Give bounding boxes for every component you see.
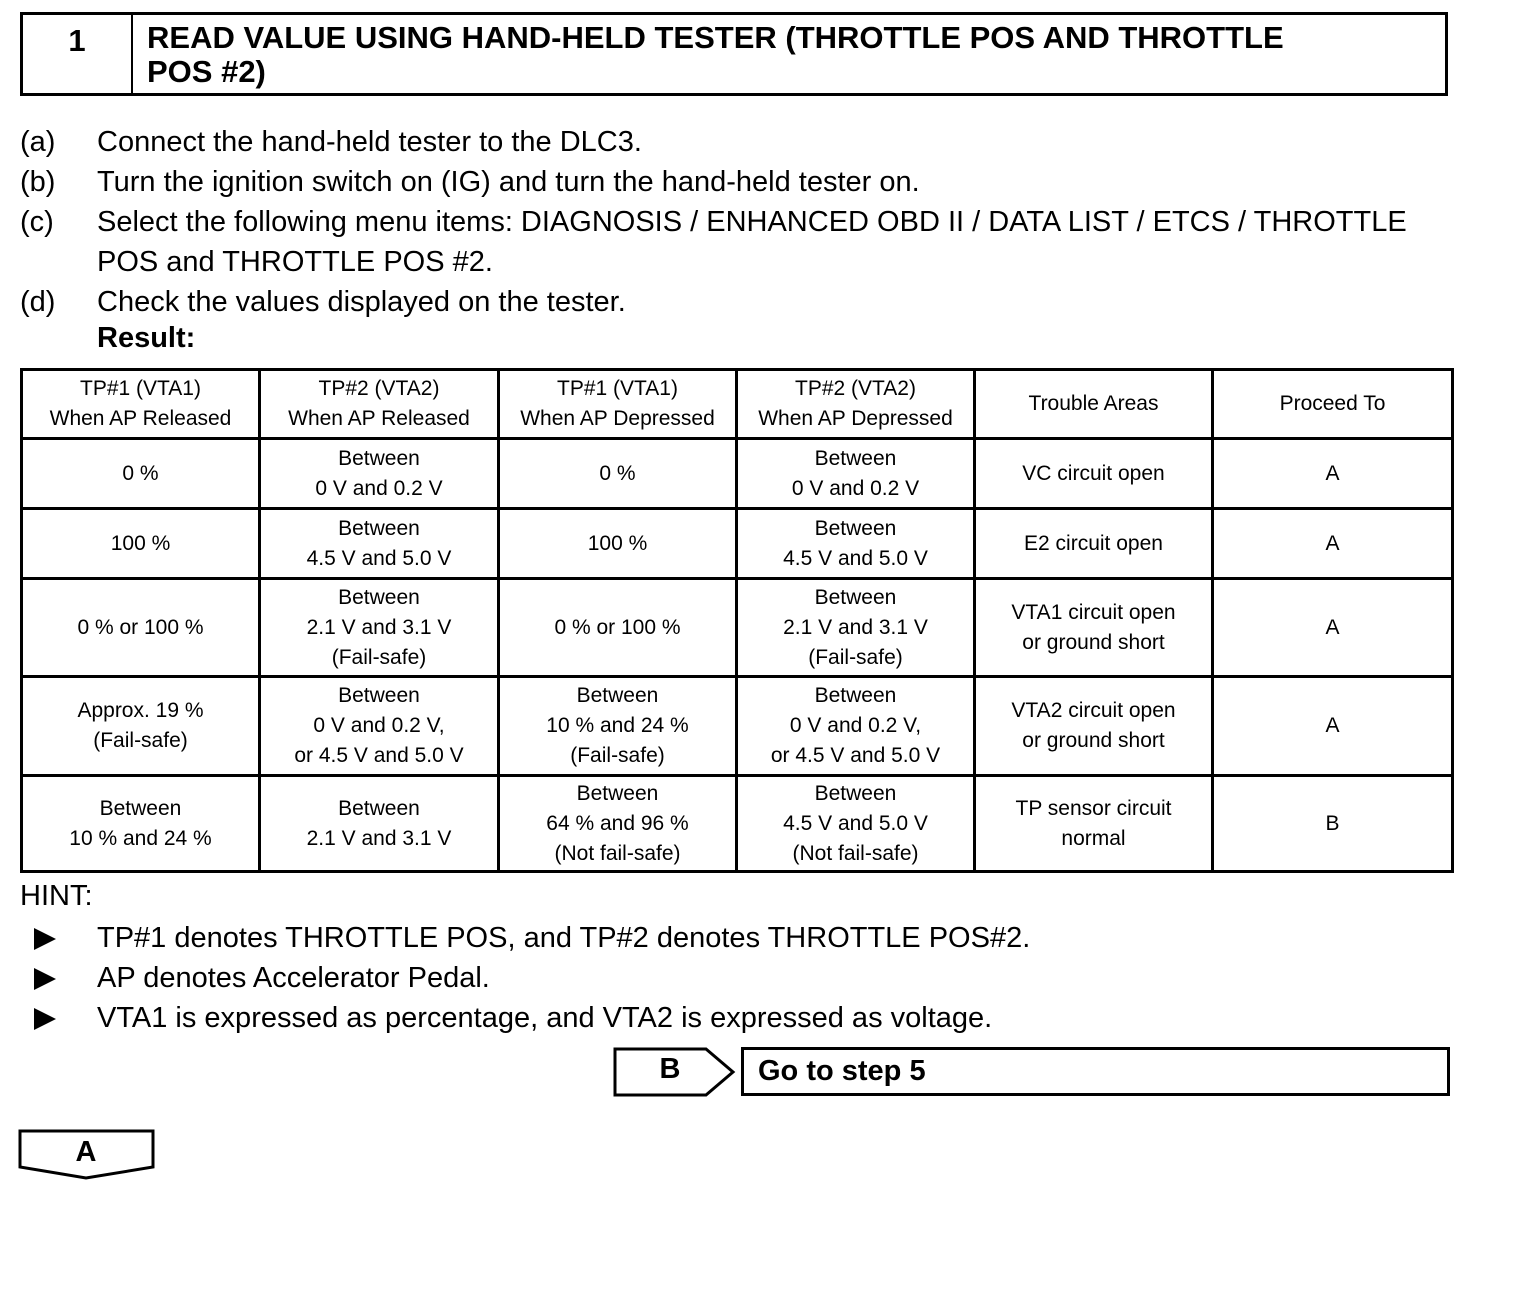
instruction-letter: (d) bbox=[20, 286, 56, 318]
table-row bbox=[22, 776, 1453, 872]
table-cell: B bbox=[1213, 776, 1453, 872]
table-row bbox=[22, 509, 1453, 579]
header-tp1-depressed: TP#1 (VTA1) When AP Depressed bbox=[499, 370, 737, 439]
triangle-bullet-icon bbox=[34, 968, 56, 990]
hint-label: HINT: bbox=[20, 880, 93, 912]
table-row bbox=[22, 439, 1453, 509]
table-cell: Between 10 % and 24 % bbox=[22, 776, 260, 872]
header-proceed-to: Proceed To bbox=[1213, 370, 1453, 439]
instruction-letter: (c) bbox=[20, 206, 54, 238]
table-row bbox=[22, 677, 1453, 776]
table-cell: A bbox=[1213, 677, 1453, 776]
table-cell: 0 % or 100 % bbox=[22, 579, 260, 677]
step-header bbox=[20, 12, 1448, 96]
instruction-text: Connect the hand-held tester to the DLC3. bbox=[97, 126, 642, 158]
instruction-text: Turn the ignition switch on (IG) and turn the hand-held tester on. bbox=[97, 166, 920, 198]
table-cell: 0 % bbox=[499, 439, 737, 509]
table-cell: Between 4.5 V and 5.0 V bbox=[737, 509, 975, 579]
table-cell: A bbox=[1213, 439, 1453, 509]
table-cell: Between 2.1 V and 3.1 V bbox=[260, 776, 499, 872]
triangle-bullet-icon bbox=[34, 928, 56, 950]
instruction-letter: (b) bbox=[20, 166, 56, 198]
instruction-text: Select the following menu items: DIAGNOSIS / ENHANCED OBD II / DATA LIST / ETCS / THROTTLE bbox=[97, 206, 1407, 238]
table-cell: Between 0 V and 0.2 V, or 4.5 V and 5.0 V bbox=[737, 677, 975, 776]
table-cell: E2 circuit open bbox=[975, 509, 1213, 579]
header-trouble-areas: Trouble Areas bbox=[975, 370, 1213, 439]
branch-b-arrow bbox=[612, 1046, 738, 1098]
step-title-line2: POS #2) bbox=[147, 54, 266, 89]
branch-b-label: B bbox=[659, 1053, 681, 1085]
table-cell: Between 4.5 V and 5.0 V bbox=[260, 509, 499, 579]
result-table bbox=[20, 368, 1454, 873]
branch-a-arrow bbox=[18, 1129, 156, 1181]
instruction-c bbox=[20, 202, 1460, 282]
header-tp2-depressed: TP#2 (VTA2) When AP Depressed bbox=[737, 370, 975, 439]
table-cell: Between 2.1 V and 3.1 V (Fail-safe) bbox=[737, 579, 975, 677]
step-title bbox=[147, 21, 1437, 89]
table-cell: Between 64 % and 96 % (Not fail-safe) bbox=[499, 776, 737, 872]
hint-text: TP#1 denotes THROTTLE POS, and TP#2 denotes THROTTLE POS#2. bbox=[97, 922, 1031, 954]
step-title-line1: READ VALUE USING HAND-HELD TESTER (THROTTLE POS AND THROTTLE bbox=[147, 20, 1284, 55]
table-row bbox=[22, 579, 1453, 677]
table-cell: Between 0 V and 0.2 V bbox=[737, 439, 975, 509]
table-cell: 100 % bbox=[22, 509, 260, 579]
hint-text: AP denotes Accelerator Pedal. bbox=[97, 962, 490, 994]
table-cell: A bbox=[1213, 579, 1453, 677]
triangle-bullet-icon bbox=[34, 1008, 56, 1030]
table-cell: Between 0 V and 0.2 V bbox=[260, 439, 499, 509]
hint-text: VTA1 is expressed as percentage, and VTA2 is expressed as voltage. bbox=[97, 1002, 993, 1034]
header-tp2-released: TP#2 (VTA2) When AP Released bbox=[260, 370, 499, 439]
header-tp1-released: TP#1 (VTA1) When AP Released bbox=[22, 370, 260, 439]
table-cell: Between 0 V and 0.2 V, or 4.5 V and 5.0 V bbox=[260, 677, 499, 776]
table-cell: VTA1 circuit open or ground short bbox=[975, 579, 1213, 677]
table-header-row bbox=[22, 370, 1453, 439]
table-cell: TP sensor circuit normal bbox=[975, 776, 1213, 872]
table-cell: A bbox=[1213, 509, 1453, 579]
result-label: Result: bbox=[97, 322, 196, 354]
instruction-text: Check the values displayed on the tester. bbox=[97, 286, 626, 318]
table-cell: Approx. 19 % (Fail-safe) bbox=[22, 677, 260, 776]
branch-a-label: A bbox=[75, 1136, 97, 1168]
instruction-letter: (a) bbox=[20, 126, 56, 158]
table-cell: 100 % bbox=[499, 509, 737, 579]
step-number: 1 bbox=[23, 15, 133, 93]
instruction-text-continued: POS and THROTTLE POS #2. bbox=[97, 246, 493, 278]
table-cell: VC circuit open bbox=[975, 439, 1213, 509]
table-cell: 0 % bbox=[22, 439, 260, 509]
table-cell: Between 4.5 V and 5.0 V (Not fail-safe) bbox=[737, 776, 975, 872]
branch-b-action: Go to step 5 bbox=[741, 1047, 1450, 1096]
table-cell: VTA2 circuit open or ground short bbox=[975, 677, 1213, 776]
table-cell: Between 2.1 V and 3.1 V (Fail-safe) bbox=[260, 579, 499, 677]
table-cell: Between 10 % and 24 % (Fail-safe) bbox=[499, 677, 737, 776]
table-cell: 0 % or 100 % bbox=[499, 579, 737, 677]
